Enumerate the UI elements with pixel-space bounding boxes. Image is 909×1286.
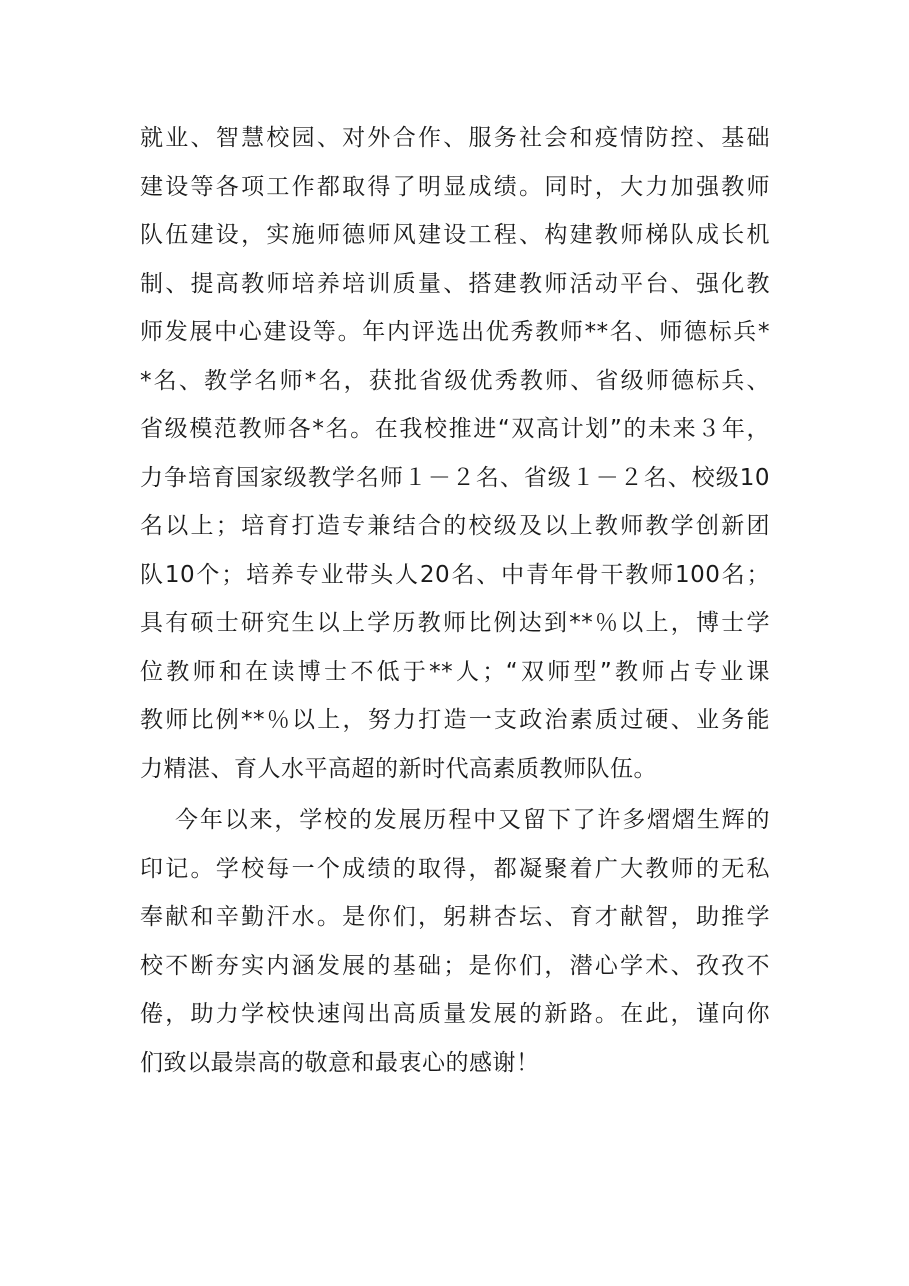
text-line: 奉献和辛勤汗水。是你们，躬耕杏坛、育才献智，助推学: [140, 904, 770, 930]
text-line: 就业、智慧校园、对外合作、服务社会和疫情防控、基础: [140, 125, 770, 151]
text-line: 位教师和在读博士不低于**人；“双师型”教师占专业课: [140, 658, 770, 685]
text-line: 今年以来，学校的发展历程中又留下了许多熠熠生辉的: [175, 807, 770, 833]
text-line: 力争培育国家级教学名师１－２名、省级１－２名、校级10: [140, 464, 770, 491]
text-line: 具有硕士研究生以上学历教师比例达到**％以上，博士学: [140, 610, 770, 636]
text-line: 印记。学校每一个成绩的取得，都凝聚着广大教师的无私: [140, 855, 770, 882]
text-line: 省级模范教师各*名。在我校推进“双高计划”的未来３年，: [140, 416, 770, 442]
text-line: 建设等各项工作都取得了明显成绩。同时，大力加强教师: [140, 173, 770, 200]
text-line: 们致以最崇高的敬意和最衷心的感谢！: [140, 1049, 540, 1076]
text-line: 倦，助力学校快速闯出高质量发展的新路。在此，谨向你: [140, 1001, 770, 1027]
text-line: 名以上；培育打造专兼结合的校级及以上教师教学创新团: [140, 513, 770, 539]
text-line: 师发展中心建设等。年内评选出优秀教师**名、师德标兵*: [140, 319, 770, 345]
text-line: 力精湛、育人水平高超的新时代高素质教师队伍。: [140, 755, 657, 782]
text-line: 校不断夯实内涵发展的基础；是你们，潜心学术、孜孜不: [140, 952, 770, 979]
text-line: 队10个；培养专业带头人20名、中青年骨干教师100名；: [140, 561, 770, 588]
text-line: 制、提高教师培养培训质量、搭建教师活动平台、强化教: [140, 270, 770, 297]
text-line: 队伍建设，实施师德师风建设工程、构建教师梯队成长机: [140, 222, 770, 248]
text-line: *名、教学名师*名，获批省级优秀教师、省级师德标兵、: [140, 367, 770, 394]
text-line: 教师比例**％以上，努力打造一支政治素质过硬、业务能: [140, 707, 770, 733]
